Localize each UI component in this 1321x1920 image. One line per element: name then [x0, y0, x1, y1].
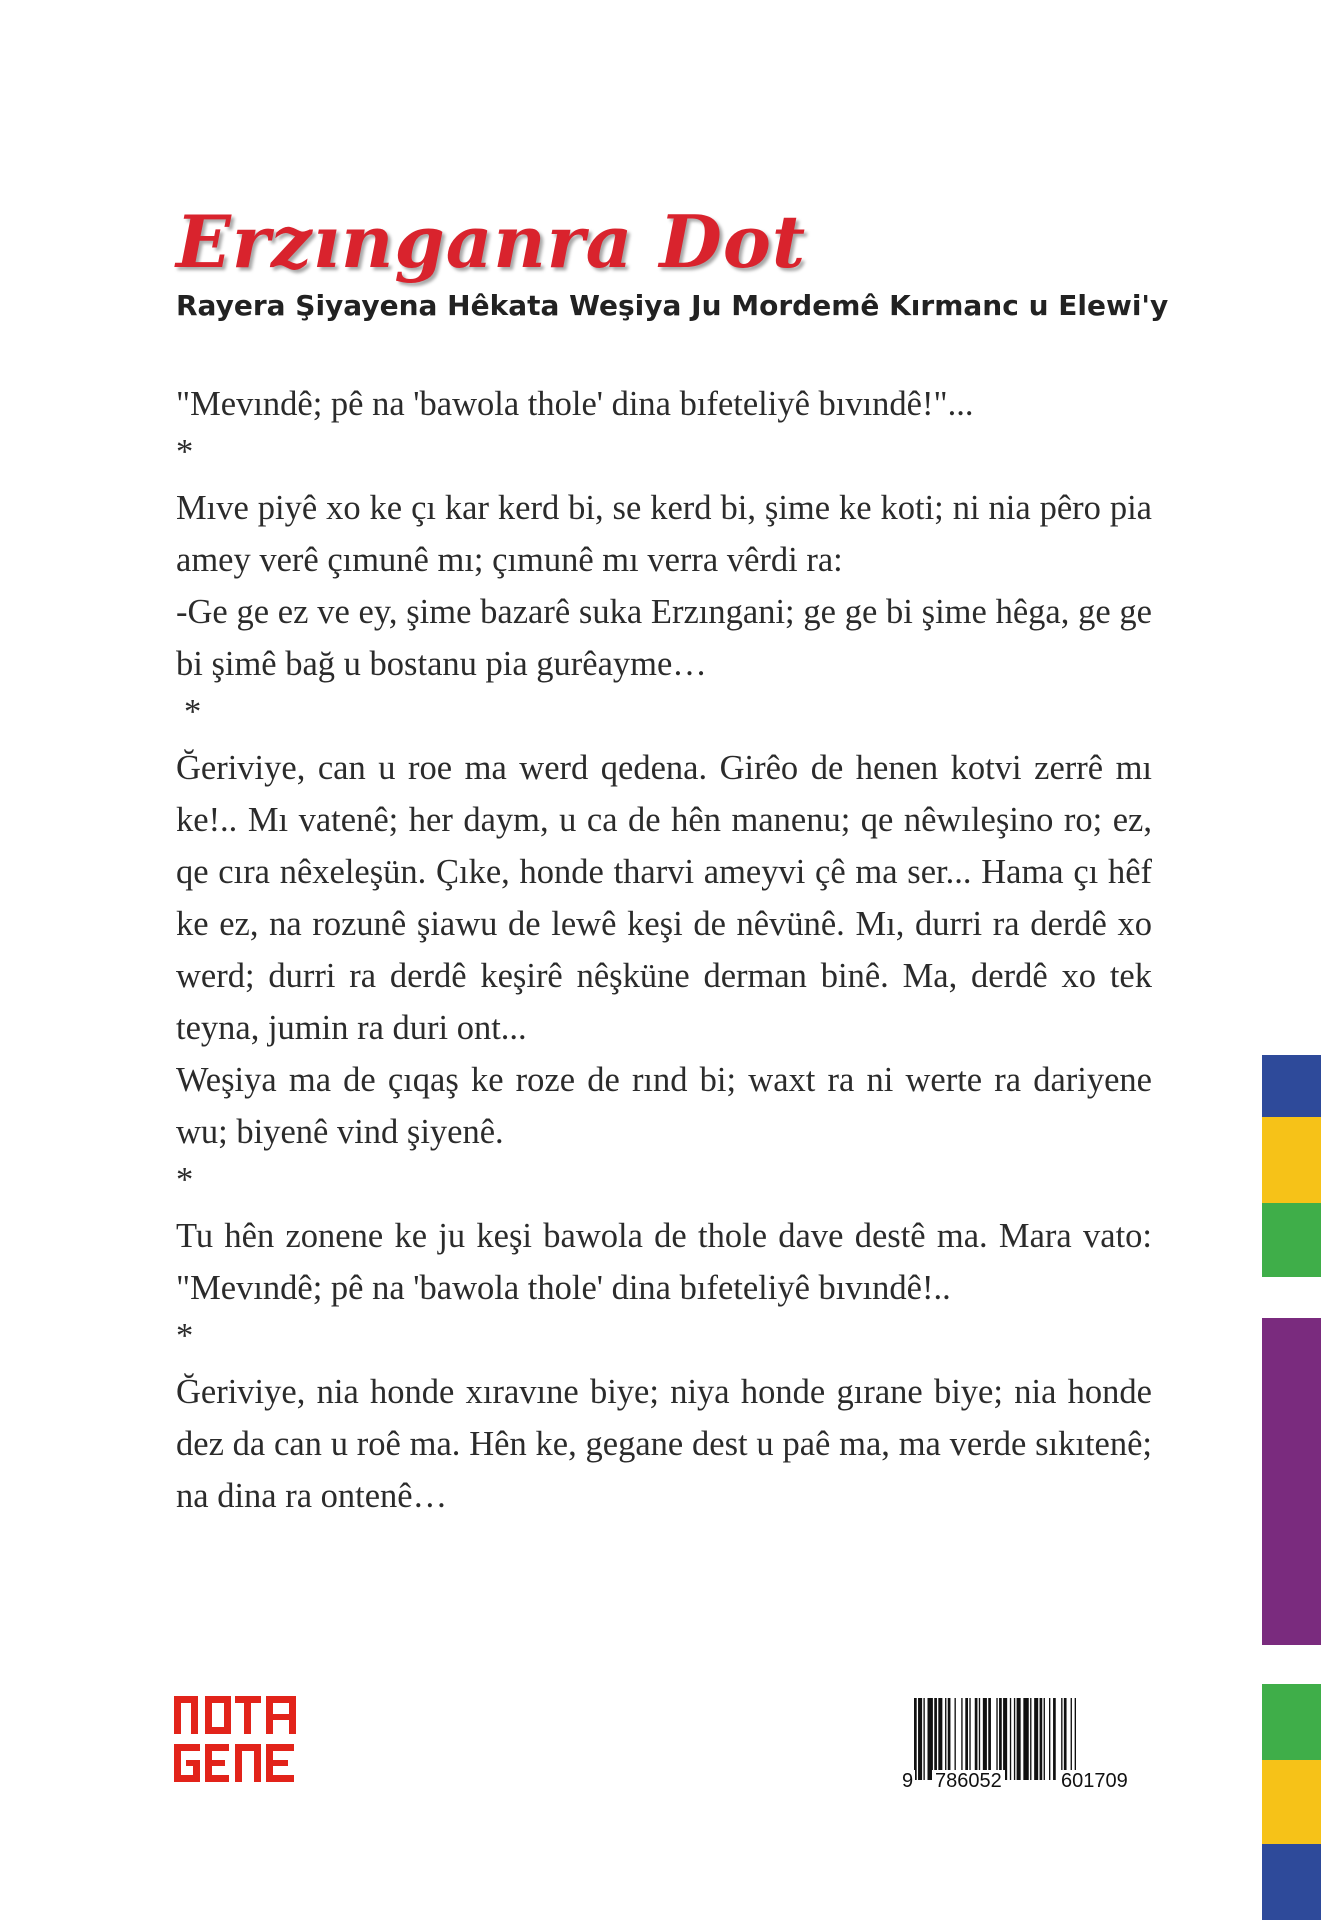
separator-asterisk: * [176, 433, 194, 471]
barcode-bar [1071, 1698, 1072, 1780]
barcode-bar [1064, 1698, 1067, 1780]
color-stripe-green [1262, 1203, 1321, 1277]
barcode-bar [1014, 1698, 1015, 1780]
barcode-group-1: 786052 [932, 1770, 1005, 1793]
nota-gene-logo-icon [174, 1696, 300, 1786]
barcode-bar [1030, 1698, 1031, 1780]
color-stripe-yellow [1262, 1117, 1321, 1203]
barcode-bar [996, 1698, 997, 1780]
barcode-bar [1010, 1698, 1011, 1780]
barcode-bar [923, 1698, 924, 1780]
barcode-bar [938, 1698, 942, 1780]
barcode-prefix: 9 [902, 1770, 914, 1792]
barcode-bar [918, 1698, 922, 1780]
barcode-bar [999, 1698, 1002, 1780]
barcode-bar [983, 1698, 987, 1780]
publisher-logo [174, 1696, 300, 1786]
barcode-bar [948, 1698, 951, 1780]
book-title: Erzınganra Dot [176, 199, 807, 284]
barcode-bar [979, 1698, 980, 1780]
paragraph: Mıve piyê xo ke çı kar kerd bi, se kerd bi, şime ke koti; ni nia pêro pia amey verê çımunê mı; çımunê mı verra vêrdi ra: [176, 489, 1152, 579]
barcode-bar [914, 1698, 917, 1780]
barcode-bars-icon [900, 1698, 1152, 1780]
barcode-bar [1023, 1698, 1028, 1780]
separator-asterisk: * [184, 693, 202, 731]
barcode-bar [955, 1698, 956, 1780]
isbn-barcode [900, 1698, 1152, 1804]
barcode-bar [988, 1698, 991, 1780]
book-subtitle: Rayera Şiyayena Hêkata Weşiya Ju Mordemê Kırmanc u Elewi'y [176, 289, 1169, 322]
barcode-bar [928, 1698, 933, 1780]
barcode-bar [1061, 1698, 1062, 1780]
paragraph: -Ge ge ez ve ey, şime bazarê suka Erzıngani; ge ge bi şime hêga, ge ge bi şimê bağ u bostanu pia gurêayme… [176, 593, 1152, 683]
separator-asterisk: * [176, 1317, 194, 1355]
paragraph: Tu hên zonene ke ju keşi bawola de thole dave destê ma. Mara vato: "Mevındê; pê na 'bawola thole' dina bıfeteliyê bıvındê!.. [176, 1217, 1152, 1307]
paragraph: "Mevındê; pê na 'bawola thole' dina bıfeteliyê bıvındê!"... [176, 385, 974, 423]
color-stripe-blue-bottom [1262, 1844, 1321, 1920]
barcode-bar [965, 1698, 968, 1780]
barcode-bar [1017, 1698, 1021, 1780]
separator-asterisk: * [176, 1161, 194, 1199]
barcode-bar [961, 1698, 962, 1780]
barcode-bar [1053, 1698, 1056, 1780]
barcode-bar [945, 1698, 946, 1780]
barcode-bar [1075, 1698, 1076, 1780]
barcode-group-2: 601709 [1058, 1770, 1131, 1793]
color-stripe-green-bottom [1262, 1684, 1321, 1760]
barcode-bar [1044, 1698, 1045, 1780]
barcode-bar [1040, 1698, 1043, 1780]
paragraph: Ğeriviye, nia honde xıravıne biye; niya honde gırane biye; nia honde dez da can u roê ma. Hên ke, gegane dest u paê ma, ma verde sıkıtenê; na dina ra ontenê… [176, 1373, 1152, 1515]
paragraph: Ğeriviye, can u roe ma werd qedena. Girêo de henen kotvi zerrê mı ke!.. Mı vatenê; her daym, u ca de hên manenu; qe nêwıleşino ro; ez, qe cıra nêxeleşün. Çıke, honde tharvi ameyvi çê ma ser... Hama çı hêf ke ez, na rozunê şiawu de lewê keşi de nêvünê. Mı, durri ra derdê xo werd; durri ra derdê keşirê nêşküne derman binê. Ma, derdê xo tek teyna, jumin ra duri ont... [176, 749, 1152, 1047]
barcode-bar [969, 1698, 970, 1780]
barcode-bar [1034, 1698, 1038, 1780]
barcode-bar [975, 1698, 978, 1780]
color-stripe-purple [1262, 1318, 1321, 1645]
barcode-bar [934, 1698, 937, 1780]
color-stripe-yellow-bottom [1262, 1760, 1321, 1844]
back-cover-text [176, 378, 1152, 1522]
barcode-bar [1049, 1698, 1050, 1780]
barcode-bar [1003, 1698, 1007, 1780]
color-stripe-blue [1262, 1055, 1321, 1117]
barcode-digits [900, 1770, 1152, 1800]
paragraph: Weşiya ma de çıqaş ke roze de rınd bi; waxt ra ni werte ra dariyene wu; biyenê vind şiyenê. [176, 1061, 1152, 1151]
